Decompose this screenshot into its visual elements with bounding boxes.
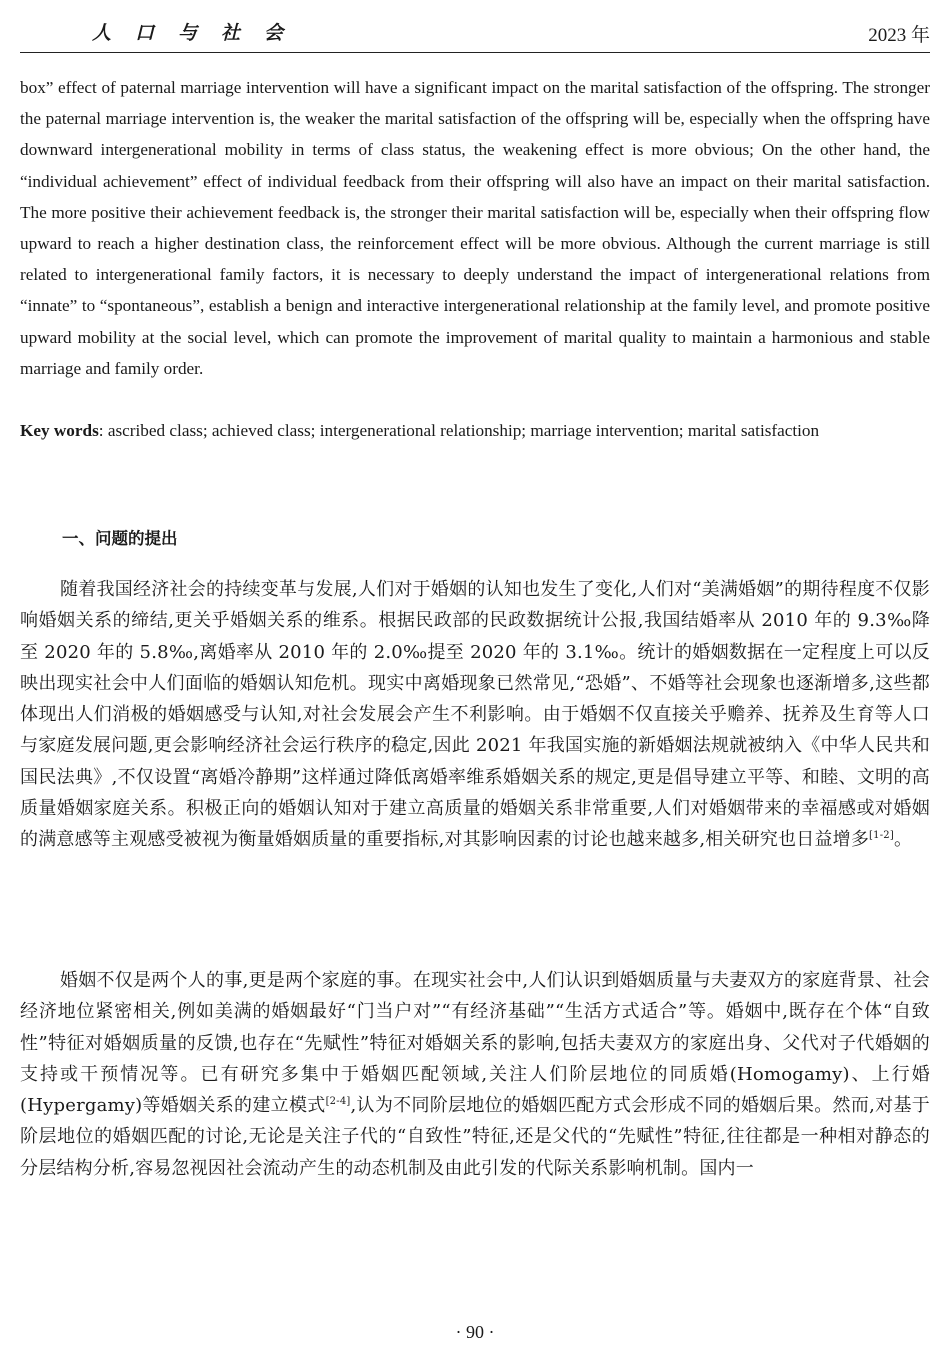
- paragraph-1-text: 随着我国经济社会的持续变革与发展,人们对于婚姻的认知也发生了变化,人们对“美满婚姻”的期待程度不仅影响婚姻关系的缔结,更关乎婚姻关系的维系。根据民政部的民政数据统计公报,我国结婚率从 2010 年的 9.3‰降至 2020 年的 5.8‰,离婚率从 2010 年的 2.0‰提至 2020 年的 3.1‰。统计的婚姻数据在一定程度上可以反映出现实社会中人们面临的婚姻认知危机。现实中离婚现象已然常见,“恐婚”、不婚等社会现象也逐渐增多,这些都体现出人们消极的婚姻感受与认知,对社会发展会产生不利影响。由于婚姻不仅直接关乎赡养、抚养及生育等人口与家庭发展问题,更会影响经济社会运行秩序的稳定,因此 2021 年我国实施的新婚姻法规就被纳入《中华人民共和国民法典》,不仅设置“离婚冷静期”这样通过降低离婚率维系婚姻关系的规定,更是倡导建立平等、和睦、文明的高质量婚姻家庭关系。积极正向的婚姻认知对于建立高质量的婚姻关系非常重要,人们对婚姻带来的幸福感或对婚姻的满意感等主观感受被视为衡量婚姻质量的重要指标,对其影响因素的讨论也越来越多,相关研究也日益增多: [20, 579, 930, 851]
- body-paragraph-1: [20, 574, 930, 856]
- paragraph-1-end: 。: [893, 829, 913, 851]
- page-number: · 90 ·: [455, 1322, 495, 1342]
- keywords-list: : ascribed class; achieved class; intergenerational relationship; marriage intervention; marital satisfaction: [98, 421, 820, 440]
- running-header: [20, 16, 930, 53]
- citation-2-4: [2-4]: [325, 1096, 351, 1108]
- paragraph-2-text-b: ,认为不同阶层地位的婚姻匹配方式会形成不同的婚姻后果。然而,对基于阶层地位的婚姻匹配的讨论,无论是关注子代的“自致性”特征,还是父代的“先赋性”特征,往往都是一种相对静态的分层结构分析,容易忽视因社会流动产生的动态机制及由此引发的代际关系影响机制。国内一: [20, 1095, 930, 1179]
- section-heading: 一、问题的提出: [62, 529, 178, 548]
- body-paragraph-2: [20, 965, 930, 1184]
- english-abstract-body: box” effect of paternal marriage intervention will have a significant impact on the marital satisfaction of the offspring. The stronger the paternal marriage intervention is, the weaker the marital satisfaction of the offspring will be, especially when the offspring have downward intergenerational mobility in terms of class status, the weakening effect is more obvious; On the other hand, the “individual achievement” effect of individual feedback from their offspring will also have an impact on their marital satisfaction. The more positive their achievement feedback is, the stronger their marital satisfaction will be, especially when their offspring flow upward to reach a higher destination class, the reinforcement effect will be more obvious. Although the current marriage is still related to intergenerational family factors, it is necessary to deeply understand the impact of intergenerational relations from “innate” to “spontaneous”, establish a benign and interactive intergenerational relationship at the family level, and promote positive upward mobility at the social level, which can promote the improvement of marital quality to maintain a harmonious and stable marriage and family order.: [20, 78, 930, 378]
- paragraph-2-text-a: 婚姻不仅是两个人的事,更是两个家庭的事。在现实社会中,人们认识到婚姻质量与夫妻双方的家庭背景、社会经济地位紧密相关,例如美满的婚姻最好“门当户对”“有经济基础”“生活方式适合”等。婚姻中,既存在个体“自致性”特征对婚姻质量的反馈,也存在“先赋性”特征对婚姻关系的影响,包括夫妻双方的家庭出身、父代对子代婚姻的支持或干预情况等。已有研究多集中于婚姻匹配领域,关注人们阶层地位的同质婚(Homogamy)、上行婚(Hypergamy)等婚姻关系的建立模式: [20, 970, 930, 1117]
- keywords-label: Key words: [20, 421, 99, 440]
- keywords-line: [20, 415, 930, 446]
- citation-1-2: [1-2]: [869, 830, 894, 842]
- issue-year: 2023 年: [868, 25, 930, 46]
- journal-title: 人口与社会: [92, 22, 308, 44]
